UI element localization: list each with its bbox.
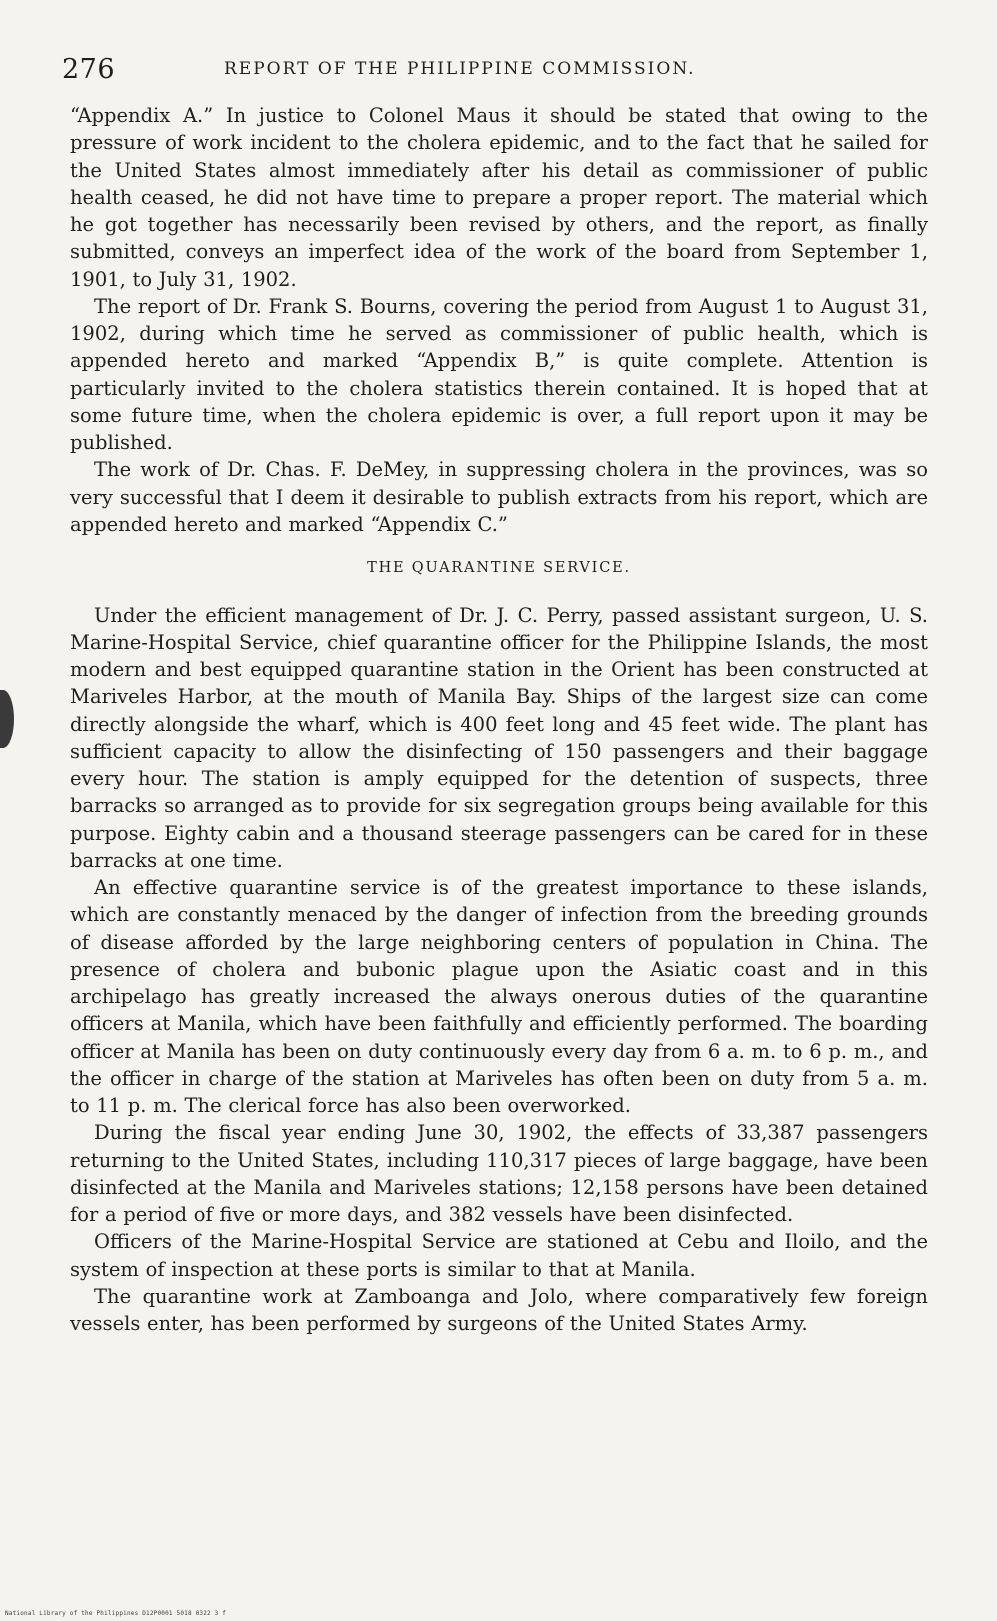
paragraph-zamboanga-jolo: The quarantine work at Zamboanga and Jolo, where comparatively few foreign vessels enter, has been performed by surgeons of the United States Army.	[70, 1284, 928, 1335]
running-head: REPORT OF THE PHILIPPINE COMMISSION.	[224, 59, 696, 79]
paragraph-appendix-a: “Appendix A.” In justice to Colonel Maus it should be stated that owing to the pressure of work incident to the cholera epidemic, and to the fact that he sailed for the United States almost immediately after his detail as commissioner of public health ceased, he did not have time to prepare a proper report. The material which he got together has necessarily been revised by others, and the report, as finally submitted, conveys an imperfect idea of the work of the board from September 1, 1901, to July 31, 1902.	[70, 104, 928, 291]
paragraph-fiscal-year: During the fiscal year ending June 30, 1902, the effects of 33,387 passengers returning to the United States, including 110,317 pieces of large baggage, have been disinfected at the Manila and Mariveles stations; 12,158 persons have been detained for a period of five or more days, and 382 vessels have been disinfected.	[70, 1121, 928, 1226]
paragraph-appendix-b: The report of Dr. Frank S. Bourns, covering the period from August 1 to August 31, 1902, during which time he served as commissioner of public health, which is appended hereto and marked “Appendix B,” is quite complete. Attention is particularly invited to the cholera statistics therein contained. It is hoped that at some future time, when the cholera epidemic is over, a full report upon it may be published.	[70, 294, 928, 454]
paragraph-quarantine-station: Under the efficient management of Dr. J. C. Perry, passed assistant surgeon, U. S. Marine-Hospital Service, chief quarantine officer for the Philippine Islands, the most modern and best equipped quarantine station in the Orient has been constructed at Mariveles Harbor, at the mouth of Manila Bay. Ships of the largest size can come directly alongside the wharf, which is 400 feet long and 45 feet wide. The plant has sufficient capacity to allow the disinfecting of 150 passengers and their baggage every hour. The station is amply equipped for the detention of suspects, three barracks so arranged as to provide for six segregation groups being available for this purpose. Eighty cabin and a thousand steerage passengers can be cared for in these barracks at one time.	[70, 603, 928, 872]
archive-footer: National Library of the Philippines D12P0001 5018 0322 3 f	[5, 1610, 227, 1617]
page-number: 276	[62, 54, 116, 85]
report-body	[70, 102, 928, 1337]
paragraph-appendix-c: The work of Dr. Chas. F. DeMey, in suppressing cholera in the provinces, was so very successful that I deem it desirable to publish extracts from his report, which are appended hereto and marked “Appendix C.”	[70, 458, 928, 536]
paragraph-cebu-iloilo: Officers of the Marine-Hospital Service are stationed at Cebu and Iloilo, and the system of inspection at these ports is similar to that at Manila.	[70, 1230, 928, 1281]
section-heading: THE QUARANTINE SERVICE.	[367, 560, 631, 576]
page-header	[62, 56, 917, 88]
paragraph-quarantine-importance: An effective quarantine service is of the greatest importance to these islands, which are constantly menaced by the danger of infection from the breeding grounds of disease afforded by the large neighboring centers of population in China. The presence of cholera and bubonic plague upon the Asiatic coast and in this archipelago has greatly increased the always onerous duties of the quarantine officers at Manila, which have been faithfully and efficiently performed. The boarding officer at Manila has been on duty continuously every day from 6 a. m. to 6 p. m., and the officer in charge of the station at Mariveles has often been on duty from 5 a. m. to 11 p. m. The clerical force has also been overworked.	[70, 876, 928, 1117]
thumb-shadow	[0, 690, 14, 748]
